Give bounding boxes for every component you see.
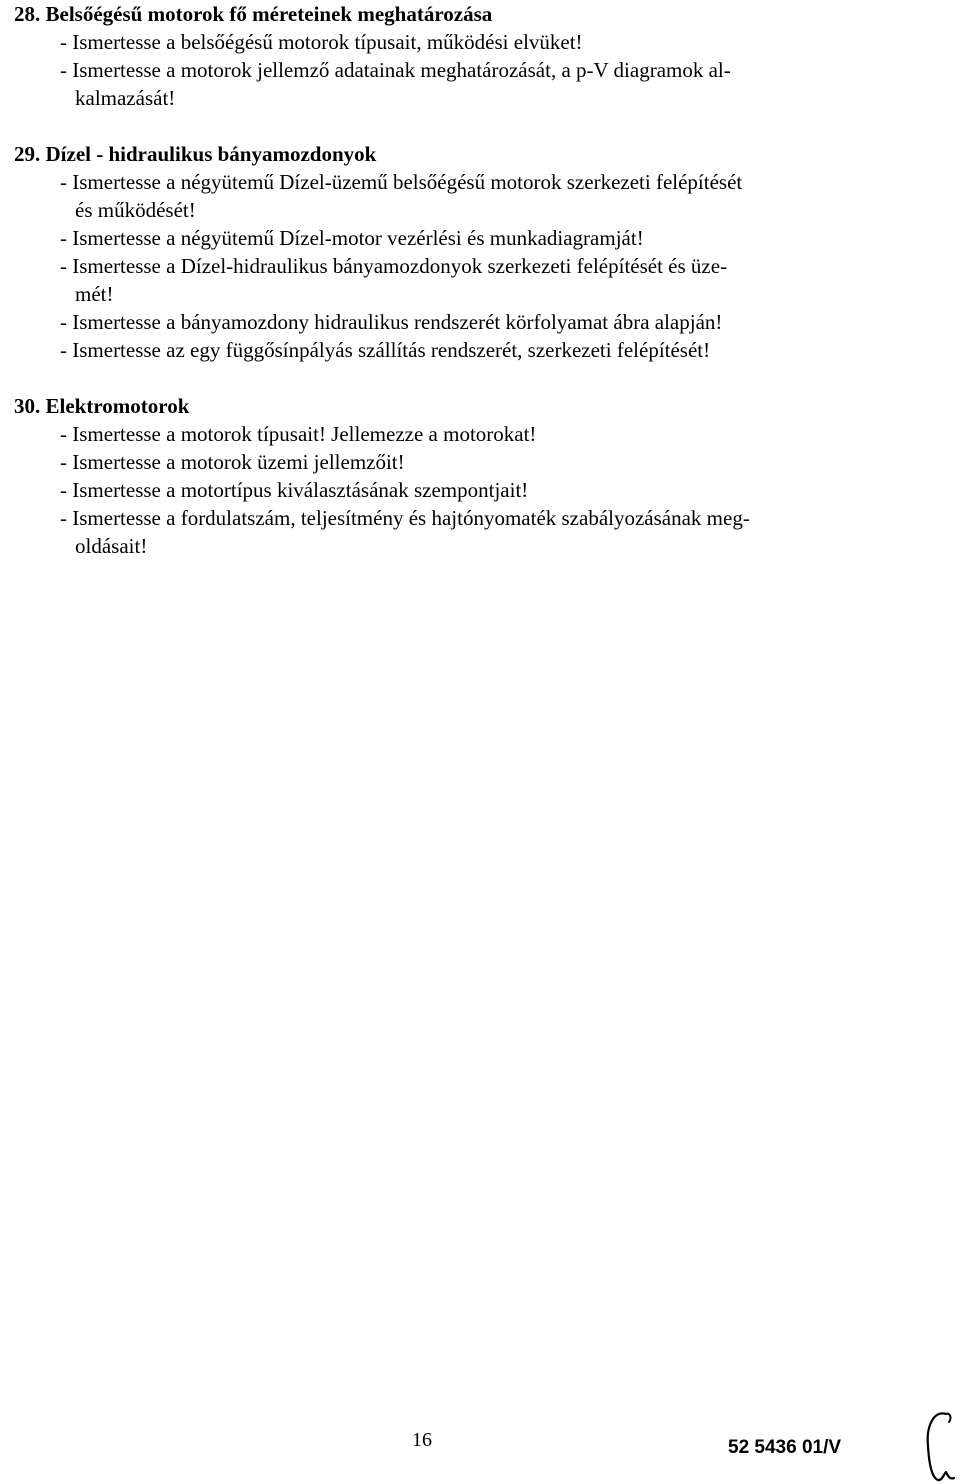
list-item [14, 28, 914, 56]
list-item-text: - Ismertesse a motorok jellemző adatainak meghatározását, a p-V diagramok al- [60, 58, 731, 82]
section-28 [14, 0, 914, 112]
list-item-text: - Ismertesse az egy függősínpályás szállítás rendszerét, szerkezeti felépítését! [60, 338, 711, 362]
list-item [14, 448, 914, 476]
list-item-continuation: oldásait! [75, 534, 148, 558]
list-item-text: - Ismertesse a négyütemű Dízel-üzemű belsőégésű motorok szerkezeti felépítését [60, 170, 743, 194]
list-item [14, 308, 914, 336]
list-item-continuation: mét! [75, 282, 114, 306]
list-item-text: - Ismertesse a motorok üzemi jellemzőit! [60, 450, 405, 474]
list-item-continuation: és működését! [75, 198, 196, 222]
section-heading: 30. Elektromotorok [14, 394, 190, 418]
list-item [14, 252, 914, 308]
list-item [14, 168, 914, 224]
list-item [14, 476, 914, 504]
list-item-text: - Ismertesse a fordulatszám, teljesítmény és hajtónyomaték szabályozásának meg- [60, 506, 750, 530]
list-item [14, 224, 914, 252]
list-item-text: - Ismertesse a négyütemű Dízel-motor vezérlési és munkadiagramját! [60, 226, 644, 250]
list-item [14, 420, 914, 448]
list-item-text: - Ismertesse a bányamozdony hidraulikus rendszerét körfolyamat ábra alapján! [60, 310, 723, 334]
section-29 [14, 140, 914, 364]
signature-mark [916, 1404, 960, 1484]
list-item-text: - Ismertesse a motortípus kiválasztásának szempontjait! [60, 478, 529, 502]
list-item-text: - Ismertesse a motorok típusait! Jellemezze a motorokat! [60, 422, 537, 446]
list-item-text: - Ismertesse a belsőégésű motorok típusait, működési elvüket! [60, 30, 583, 54]
list-item-text: - Ismertesse a Dízel-hidraulikus bányamozdonyok szerkezeti felépítését és üze- [60, 254, 728, 278]
list-item [14, 56, 914, 112]
document-code: 52 5436 01/V [728, 1437, 842, 1458]
page-number: 16 [412, 1429, 432, 1451]
section-heading: 28. Belsőégésű motorok fő méreteinek meghatározása [14, 2, 493, 26]
document-body [14, 0, 914, 560]
section-heading: 29. Dízel - hidraulikus bányamozdonyok [14, 142, 377, 166]
section-30 [14, 392, 914, 560]
list-item [14, 504, 914, 560]
list-item-continuation: kalmazását! [75, 86, 176, 110]
list-item [14, 336, 914, 364]
